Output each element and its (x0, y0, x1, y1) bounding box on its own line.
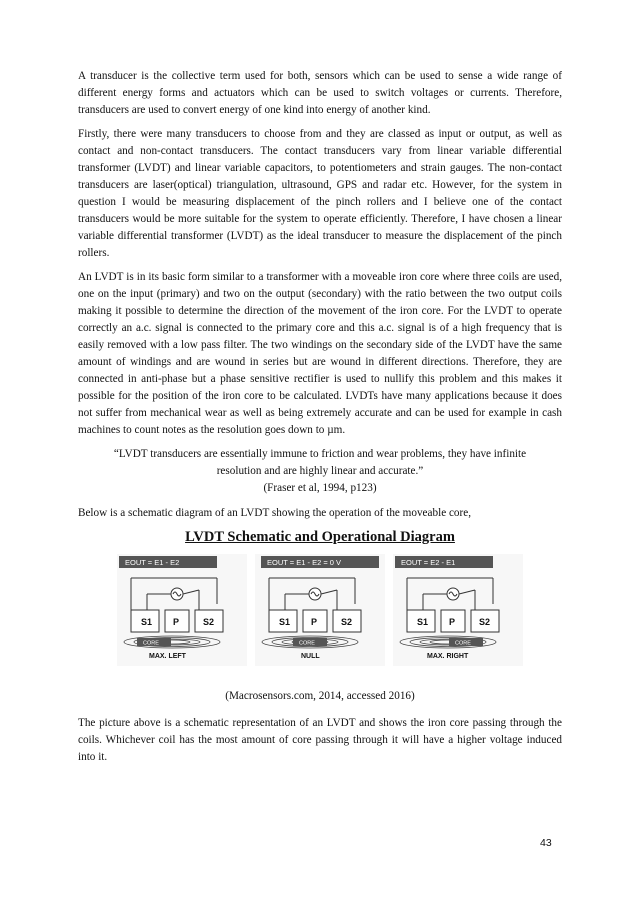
figure-caption: (Macrosensors.com, 2014, accessed 2016) (225, 690, 415, 702)
coil-s1-label: S1 (417, 617, 429, 627)
coil-s2-label: S2 (479, 617, 491, 627)
panel-null (255, 554, 385, 666)
equation-null: EOUT = E1 - E2 = 0 V (267, 558, 342, 567)
page-content (78, 68, 562, 773)
coil-s1-label: S1 (141, 617, 153, 627)
quote-citation: (Fraser et al, 1994, p123) (263, 482, 377, 494)
equation-max-left: EOUT = E1 - E2 (125, 558, 180, 567)
panel-max-left (117, 554, 247, 666)
paragraph-diagram-intro: Below is a schematic diagram of an LVDT showing the operation of the moveable core, (78, 507, 472, 519)
figure-title: LVDT Schematic and Operational Diagram (185, 529, 455, 545)
coil-s2-label: S2 (341, 617, 353, 627)
core-label: CORE (455, 640, 471, 647)
core-label: CORE (299, 640, 315, 647)
core-label: CORE (143, 640, 159, 647)
equation-max-right: EOUT = E2 - E1 (401, 558, 456, 567)
panel-label-max-right: MAX. RIGHT (427, 653, 469, 660)
coil-p-label: P (449, 617, 456, 627)
paragraph-lvdt-description: An LVDT is in its basic form similar to a transformer with a moveable iron core where three coils are used, one on the input (primary) and two on the output (secondary) with the ratio between the two output coils making it possible to determine the direction of the movement of the iron core. For the LVDT to operate correctly an a.c. signal is connected to the primary core and this a.c. signal is of a high frequency that is easily removed with a low pass filter. The two windings on the secondary side of the LVDT have the same amount of windings and are wound in series but are wound in different directions. Therefore, they are connected in anti-phase but a phase sensitive rectifier is used to nullify this problem and this makes it possible for the position of the iron core to be calculated. LVDTs have many applications because it does not suffer from mechanical wear as well as being extremely accurate and can be used for example in cash machines to count notes as the resolution goes down to µm. (78, 271, 562, 436)
quote-line-1: “LVDT transducers are essentially immune to friction and wear problems, they have infinite (113, 448, 527, 460)
paragraph-transducer-choice: Firstly, there were many transducers to choose from and they are classed as input or output, as well as contact and non-contact transducers. The contact transducers vary from linear variable differential transformer (LVDT) and linear variable capacitors, to potentiometers and strain gauges. The non-contact transducers are laser(optical) triangulation, ultrasound, GPS and radar etc. However, for the system in question I would be measuring displacement of the pinch rollers and I believe one of the contact transducers would be more suitable for the system to operate efficiently. Therefore, I have chosen a linear variable differential transformer (LVDT) as the ideal transducer to measure the displacement of the pinch rollers. (78, 128, 562, 259)
panel-label-null: NULL (301, 653, 320, 660)
paragraph-closing: The picture above is a schematic representation of an LVDT and shows the iron core passing through the coils. Whichever coil has the most amount of core passing through it will have a higher voltage induced into it. (78, 717, 562, 763)
coil-s2-label: S2 (203, 617, 215, 627)
panel-label-max-left: MAX. LEFT (149, 653, 186, 660)
paragraph-transducer-definition: A transducer is the collective term used for both, sensors which can be used to sense a wide range of different energy forms and actuators which can be used to switch voltages or currents. Therefore, transducers are used to convert energy of one kind into energy of another kind. (78, 70, 562, 116)
quote-line-2: resolution and are highly linear and accurate.” (216, 465, 424, 477)
coil-p-label: P (311, 617, 318, 627)
quote-block (78, 446, 562, 497)
coil-p-label: P (173, 617, 180, 627)
page-number: 43 (540, 837, 552, 849)
coil-s1-label: S1 (279, 617, 291, 627)
lvdt-schematic-diagram (117, 554, 523, 666)
panel-max-right (393, 554, 523, 666)
